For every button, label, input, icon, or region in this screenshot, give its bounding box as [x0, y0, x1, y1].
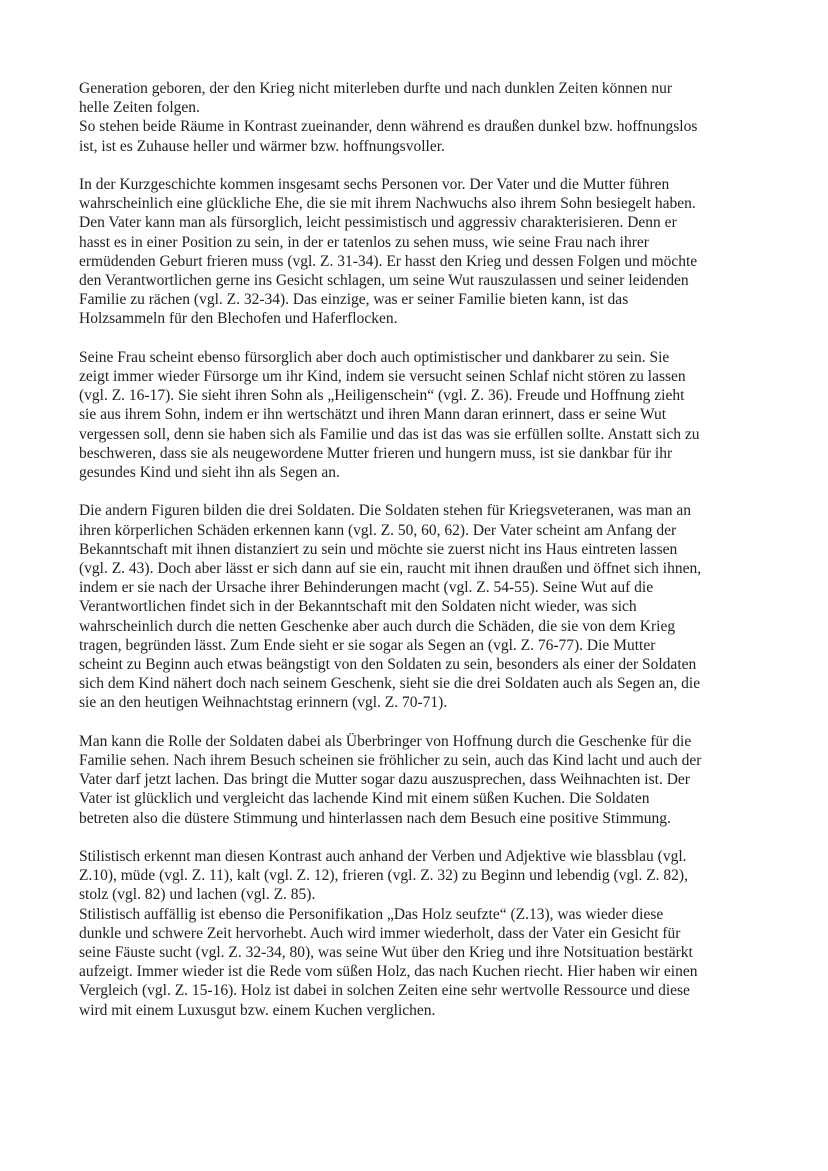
text-line: ist, ist es Zuhause heller und wärmer bzw. hoffnungsvoller. [79, 137, 445, 155]
text-line: Vergleich (vgl. Z. 15-16). Holz ist dabei in solchen Zeiten eine sehr wertvolle Ressource und diese [79, 982, 690, 1000]
text-line: Familie zu rächen (vgl. Z. 32-34). Das einzige, was er seiner Familie bieten kann, ist das [79, 291, 629, 309]
text-line: den Verantwortlichen gerne ins Gesicht schlagen, um seine Wut rauszulassen und seiner leidenden [79, 272, 689, 290]
paragraph-3 [79, 175, 747, 329]
text-line: Die andern Figuren bilden die drei Soldaten. Die Soldaten stehen für Kriegsveteranen, was man an [79, 502, 692, 520]
text-line: Familie sehen. Nach ihrem Besuch scheinen sie fröhlicher zu sein, auch das Kind lacht und auch der [79, 752, 702, 770]
text-line: So stehen beide Räume in Kontrast zueinander, denn während es draußen dunkel bzw. hoffnungslos [79, 118, 698, 136]
text-line: zeigt immer wieder Fürsorge um ihr Kind, indem sie versucht seinen Schlaf nicht stören zu lassen [79, 368, 686, 386]
paragraph-8 [79, 905, 747, 1020]
paragraph-5 [79, 501, 747, 712]
text-line: betreten also die düstere Stimmung und hinterlassen nach dem Besuch eine positive Stimmung. [79, 809, 671, 827]
text-line: vergessen soll, denn sie haben sich als Familie und das ist das was sie erfüllen sollte. Anstatt sich zu [79, 425, 700, 443]
text-line: seine Fäuste sucht (vgl. Z. 32-34, 80), was seine Wut über den Krieg und ihre Notsituation bestärkt [79, 944, 693, 962]
paragraph-1 [79, 79, 747, 117]
text-line: sich dem Kind nähert doch nach seinem Geschenk, sieht sie die drei Soldaten auch als Segen an, die [79, 675, 701, 693]
text-line: scheint zu Beginn auch etwas beängstigt von den Soldaten zu sein, besonders als einer der Soldaten [79, 656, 697, 674]
paragraph-4 [79, 348, 747, 482]
text-line: wahrscheinlich durch die netten Geschenke aber auch durch die Schäden, die sie von dem Krieg [79, 617, 676, 635]
text-line: (vgl. Z. 43). Doch aber lässt er sich dann auf sie ein, raucht mit ihnen draußen und öffnet sich ihnen, [79, 560, 702, 578]
text-line: Bekanntschaft mit ihnen distanziert zu sein und möchte sie zuerst nicht ins Haus eintreten lassen [79, 540, 678, 558]
text-line: sie aus ihrem Sohn, indem er ihn wertschätzt und ihren Mann daran erinnert, dass er seine Wut [79, 406, 667, 424]
text-line: Holzsammeln für den Blechofen und Haferflocken. [79, 310, 398, 328]
paragraph-6 [79, 732, 747, 828]
text-line: ermüdenden Geburt frieren muss (vgl. Z. 31-34). Er hasst den Krieg und dessen Folgen und möchte [79, 252, 698, 270]
text-line: Generation geboren, der den Krieg nicht miterleben durfte und nach dunklen Zeiten können nur [79, 80, 673, 97]
text-line: Den Vater kann man als fürsorglich, leicht pessimistisch und aggressiv charakterisieren. Denn er [79, 214, 677, 232]
text-line: In der Kurzgeschichte kommen insgesamt sechs Personen vor. Der Vater und die Mutter führen [79, 176, 670, 193]
text-line: beschweren, dass sie als neugewordene Mutter frieren und hungern muss, ist sie dankbar für ihr [79, 444, 673, 462]
text-line: stolz (vgl. 82) und lachen (vgl. Z. 85). [79, 886, 316, 904]
text-line: wahrscheinlich eine glückliche Ehe, die sie mit ihrem Nachwuchs also ihrem Sohn besiegelt haben. [79, 195, 696, 213]
text-line: aufzeigt. Immer wieder ist die Rede vom süßen Holz, das nach Kuchen riecht. Hier haben wir einen [79, 963, 698, 981]
text-line: Vater darf jetzt lachen. Das bringt die Mutter sogar dazu auszusprechen, dass Weihnachten ist. Der [79, 771, 690, 789]
text-line: (vgl. Z. 16-17). Sie sieht ihren Sohn als „Heiligenschein“ (vgl. Z. 36). Freude und Hoffnung zieht [79, 387, 685, 405]
text-line: Man kann die Rolle der Soldaten dabei als Überbringer von Hoffnung durch die Geschenke für die [79, 732, 692, 750]
text-line: hasst es in einer Position zu sein, in der er tatenlos zu sehen muss, wie seine Frau nach ihrer [79, 233, 649, 251]
text-line: helle Zeiten folgen. [79, 99, 200, 117]
text-line: Stilistisch auffällig ist ebenso die Personifikation „Das Holz seufzte“ (Z.13), was wieder diese [79, 905, 664, 923]
text-line: dunkle und schwere Zeit hervorhebt. Auch wird immer wiederholt, dass der Vater ein Gesicht für [79, 924, 681, 942]
text-line: Verantwortlichen findet sich in der Bekanntschaft mit den Soldaten nicht wieder, was sich [79, 598, 637, 616]
text-line: Seine Frau scheint ebenso fürsorglich aber doch auch optimistischer und dankbarer zu sein. Sie [79, 348, 670, 366]
paragraph-7 [79, 847, 747, 905]
text-line: indem er sie nach der Ursache ihrer Behinderungen macht (vgl. Z. 54-55). Seine Wut auf die [79, 579, 654, 597]
text-line: gesundes Kind und sieht ihn als Segen an. [79, 464, 340, 482]
text-line: Z.10), müde (vgl. Z. 11), kalt (vgl. Z. 12), frieren (vgl. Z. 32) zu Beginn und lebendig (vgl. Z. 82), [79, 867, 688, 885]
text-line: Vater ist glücklich und vergleicht das lachende Kind mit einem süßen Kuchen. Die Soldaten [79, 790, 650, 808]
text-line: ihren körperlichen Schäden erkennen kann (vgl. Z. 50, 60, 62). Der Vater scheint am Anfang der [79, 521, 677, 539]
paragraph-2 [79, 117, 747, 155]
text-line: Stilistisch erkennt man diesen Kontrast auch anhand der Verben und Adjektive wie blassblau (vgl. [79, 848, 687, 866]
text-line: wird mit einem Luxusgut bzw. einem Kuchen verglichen. [79, 1001, 436, 1019]
text-line: sie an den heutigen Weihnachtstag erinnern (vgl. Z. 70-71). [79, 694, 448, 712]
text-line: tragen, begründen lässt. Zum Ende sieht er sie sogar als Segen an (vgl. Z. 76-77). Die Mutter [79, 636, 656, 654]
document-page [79, 79, 747, 1039]
